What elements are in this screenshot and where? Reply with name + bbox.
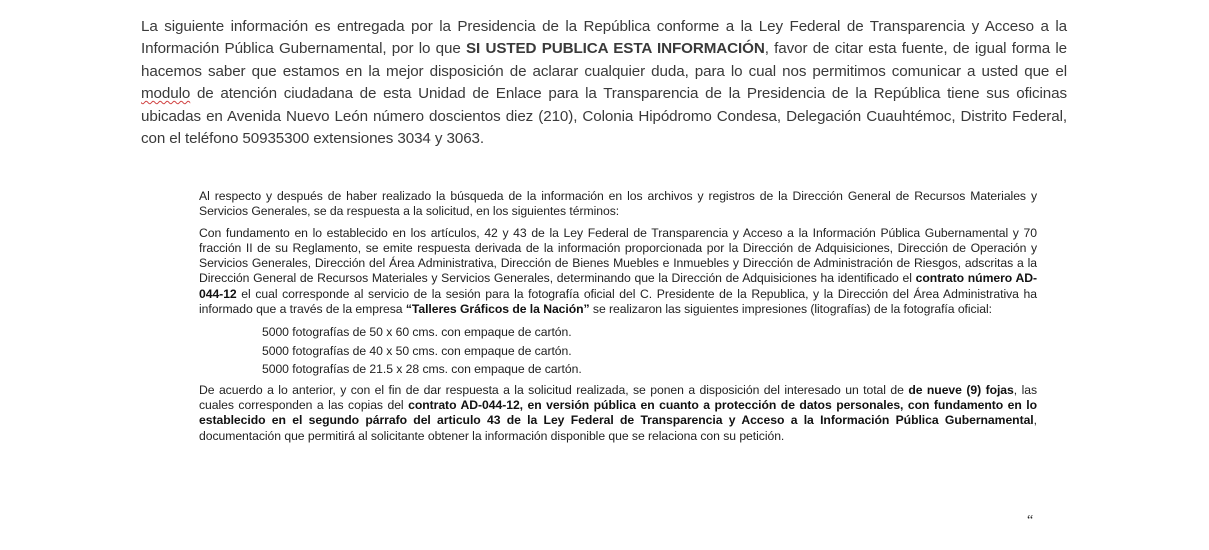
response-p3-text-b: , las cuales corresponden a las copias del bbox=[199, 382, 1037, 413]
quoted-response-block bbox=[199, 189, 1037, 450]
company-name: “Talleres Gráficos de la Nación” bbox=[405, 302, 590, 317]
response-p2-text-c: se realizaron las siguientes impresiones (litografías) de la fotografía oficial: bbox=[589, 302, 992, 317]
list-item: 5000 fotografías de 40 x 50 cms. con empaque de cartón. bbox=[262, 343, 572, 358]
response-paragraph-3 bbox=[199, 383, 1037, 444]
pages-count: de nueve (9) fojas bbox=[908, 382, 1014, 397]
closing-quote-mark: “ bbox=[1027, 513, 1034, 528]
list-item: 5000 fotografías de 21.5 x 28 cms. con empaque de cartón. bbox=[262, 362, 582, 377]
intro-text-3: de atención ciudadana de esta Unidad de Enlace para la Transparencia de la Presidencia de la República tiene sus oficinas ubicadas en Avenida Nuevo León número doscientos diez (210), Colonia Hipódromo Condesa, Delegación Cuauhtémoc, Distrito Federal, con el teléfono 50935300 extensiones 3034 y 3063. bbox=[141, 85, 1067, 148]
intro-text-2: , favor de citar esta fuente, de igual forma le hacemos saber que estamos en la mejor disposición de aclarar cualquier duda, para lo cual nos permitimos comunicar a usted que el bbox=[141, 40, 1067, 80]
photo-print-list bbox=[262, 323, 1037, 379]
response-p2-text-a: Con fundamento en lo establecido en los artículos, 42 y 43 de la Ley Federal de Transparencia y Acceso a la Información Pública Gubernamental y 70 fracción II de su Reglamento, se emite respuesta derivada de la información proporcionada por la Dirección de Adquisiciones, Dirección de Operación y Servicios Generales, Dirección del Área Administrativa, Dirección de Bienes Muebles e Inmuebles y Dirección de Administración de Riesgos, adscritas a la Dirección General de Recursos Materiales y Servicios Generales, determinando que la Dirección de Adquisiciones ha identificado el bbox=[199, 225, 1037, 286]
intro-bold-warning: SI USTED PUBLICA ESTA INFORMACIÓN bbox=[466, 40, 765, 58]
response-p3-text-a: De acuerdo a lo anterior, y con el fin de dar respuesta a la solicitud realizada, se ponen a disposición del interesado un total de bbox=[199, 382, 909, 397]
response-paragraph-1: Al respecto y después de haber realizado la búsqueda de la información en los archivos y registros de la Dirección General de Recursos Materiales y Servicios Generales, se da respuesta a la solicitud, en los siguientes términos: bbox=[199, 189, 1037, 219]
response-p2-text-b: el cual corresponde al servicio de la sesión para la fotografía oficial del C. Presidente de la Republica, y la Dirección del Área Administrativa ha informado que a través de la empresa bbox=[199, 286, 1037, 317]
list-item: 5000 fotografías de 50 x 60 cms. con empaque de cartón. bbox=[262, 325, 572, 340]
intro-paragraph bbox=[141, 16, 1067, 150]
intro-text-1: La siguiente información es entregada por la Presidencia de la República conforme a la Ley Federal de Transparencia y Acceso a la Información Pública Gubernamental, por lo que bbox=[141, 18, 1067, 58]
response-paragraph-2 bbox=[199, 226, 1037, 318]
response-p3-text-c: , documentación que permitirá al solicitante obtener la información disponible que se relaciona con su petición. bbox=[199, 413, 1037, 443]
contract-public-version: contrato AD-044-12, en versión pública en cuanto a protección de datos personales, con fundamento en lo establecido en el segundo párrafo del articulo 43 de la Ley Federal de Transparencia y Acceso a la Información Pública Gubernamental bbox=[199, 398, 1038, 428]
intro-misspelled-word: modulo bbox=[141, 85, 191, 103]
contract-number: contrato número AD-044-12 bbox=[199, 271, 1037, 301]
